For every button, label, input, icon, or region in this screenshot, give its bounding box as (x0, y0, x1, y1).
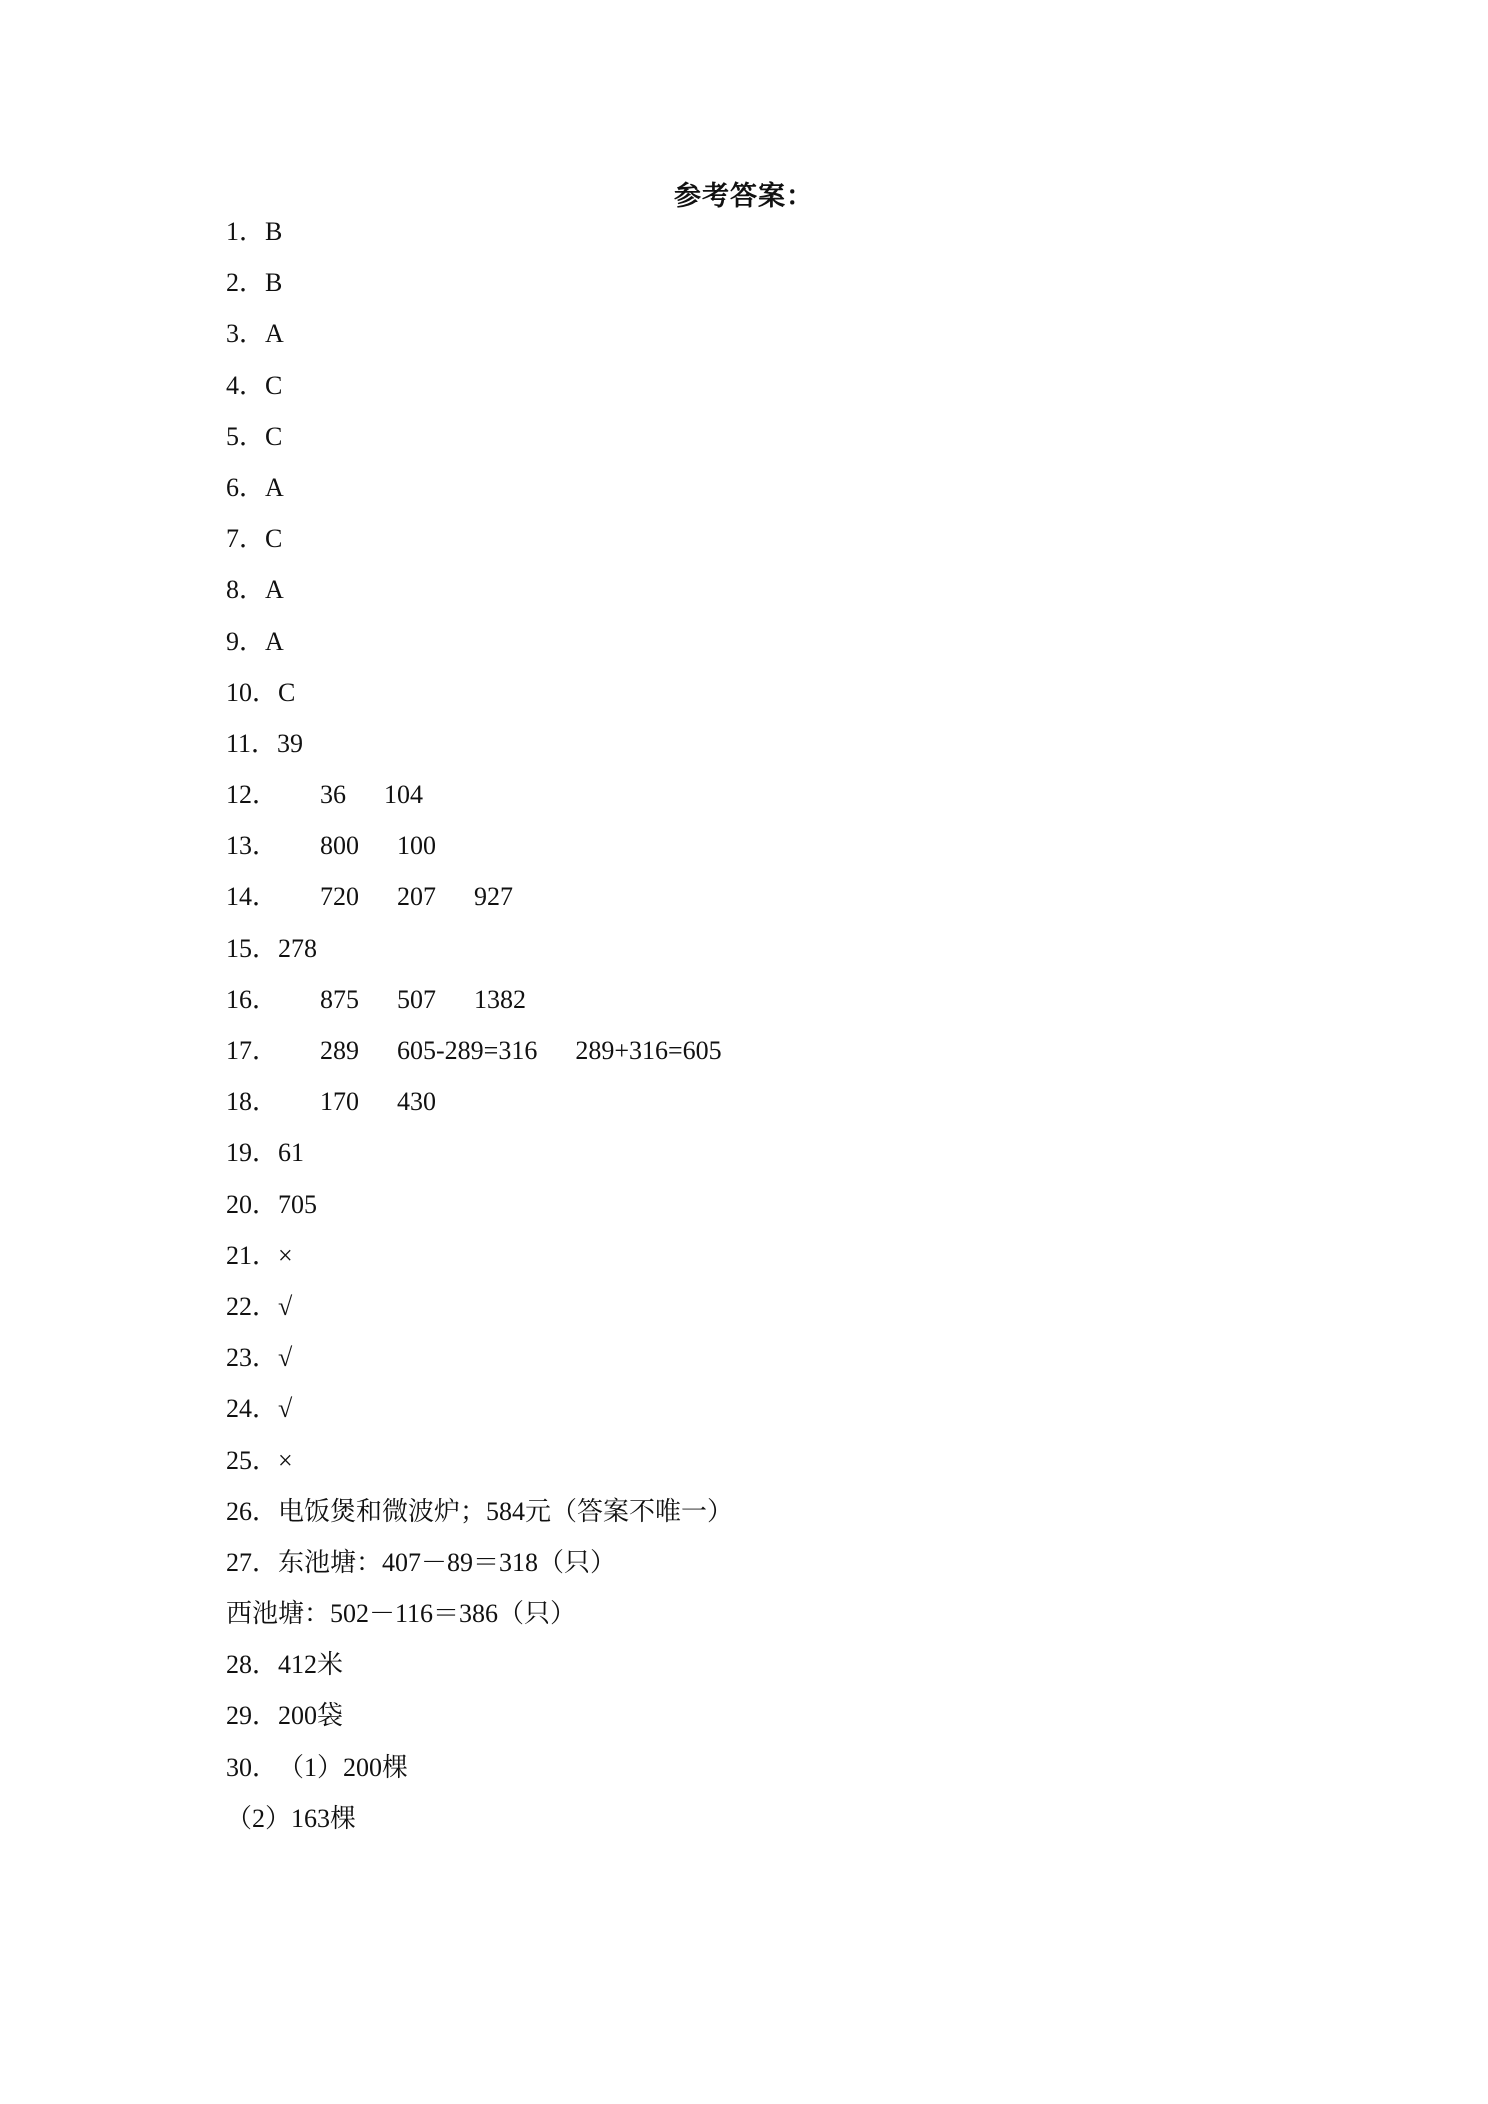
answer-value: 36 (320, 780, 347, 810)
answer-number: 7． (226, 524, 266, 554)
answer-value: 170 (320, 1087, 360, 1117)
answer-line (226, 1287, 1326, 1338)
answer-number: 24． (226, 1394, 279, 1424)
answer-line (226, 1082, 1326, 1133)
answer-number: 30． (226, 1752, 279, 1782)
answer-value: √ (278, 1394, 293, 1424)
answer-line (226, 1799, 1326, 1850)
answer-value: 1382 (474, 984, 527, 1014)
answer-value: A (265, 575, 284, 605)
answer-line (226, 212, 1326, 263)
answer-number: 25． (226, 1445, 279, 1475)
answer-value: 605-289=316 (397, 1036, 538, 1065)
answer-number: 3． (226, 319, 266, 349)
answer-value: 289+316=605 (575, 1036, 722, 1065)
answer-number: 13． (226, 831, 279, 861)
answer-line (226, 622, 1326, 673)
answer-value: × (278, 1240, 293, 1270)
answer-value: 61 (278, 1138, 305, 1168)
answer-value: 412米 (278, 1650, 344, 1680)
answer-line (226, 724, 1326, 775)
answer-number: 18． (226, 1087, 279, 1117)
answer-line (226, 1645, 1326, 1696)
answer-value: （1）200棵 (278, 1752, 409, 1782)
answer-line (226, 1594, 1326, 1645)
answer-value: 西池塘：502－116＝386（只） (226, 1599, 577, 1629)
answer-line (226, 1338, 1326, 1389)
answer-value: 800 (320, 831, 360, 861)
answer-value: 507 (397, 984, 437, 1014)
answer-number: 4． (226, 370, 266, 400)
answer-value: 电饭煲和微波炉；584元（答案不唯一） (278, 1496, 734, 1526)
answer-line (226, 366, 1326, 417)
answer-value: 东池塘：407－89＝318（只） (278, 1547, 617, 1577)
answer-line (226, 570, 1326, 621)
answer-line (226, 314, 1326, 365)
answer-value: 289 (320, 1036, 360, 1065)
answer-line (226, 1696, 1326, 1747)
answer-line (226, 1031, 1326, 1082)
answer-number: 1． (226, 217, 266, 246)
answer-value: B (265, 268, 283, 298)
answer-number: 17． (226, 1036, 279, 1065)
answer-number: 27． (226, 1547, 279, 1577)
answer-value: 705 (278, 1189, 318, 1219)
answer-line (226, 1492, 1326, 1543)
answer-number: 12． (226, 780, 279, 810)
answer-value: 200袋 (278, 1701, 344, 1731)
answer-value: 104 (384, 780, 424, 810)
answer-line (226, 263, 1326, 314)
answer-value: 39 (277, 728, 304, 758)
answer-line (226, 775, 1326, 826)
answer-value: A (265, 626, 284, 656)
answer-value: 278 (278, 933, 318, 963)
answer-line (226, 1441, 1326, 1492)
answer-line (226, 1133, 1326, 1184)
answer-line (226, 1748, 1326, 1799)
answer-number: 9． (226, 626, 266, 656)
answer-number: 16． (226, 984, 279, 1014)
answer-value: √ (278, 1291, 293, 1321)
answer-value: B (265, 217, 283, 246)
answer-number: 28． (226, 1650, 279, 1680)
answer-list (226, 212, 1326, 1850)
answer-value: 720 (320, 882, 360, 912)
answer-number: 26． (226, 1496, 279, 1526)
answer-value: （2）163棵 (226, 1803, 357, 1833)
answer-value: 100 (397, 831, 437, 861)
answer-value: √ (278, 1343, 293, 1373)
answer-number: 5． (226, 421, 266, 451)
answer-value: C (265, 421, 283, 451)
answer-number: 15． (226, 933, 279, 963)
answer-number: 22． (226, 1291, 279, 1321)
answer-line (226, 929, 1326, 980)
answer-line (226, 673, 1326, 724)
answer-number: 29． (226, 1701, 279, 1731)
answer-number: 10． (226, 677, 279, 707)
answer-number: 2． (226, 268, 266, 298)
answer-value: 875 (320, 984, 360, 1014)
answer-value: 207 (397, 882, 437, 912)
answer-line (226, 980, 1326, 1031)
answer-value: C (278, 677, 296, 707)
answer-line (226, 1236, 1326, 1287)
answer-line (226, 1543, 1326, 1594)
answer-value: C (265, 370, 283, 400)
answer-value: 430 (397, 1087, 437, 1117)
page-title: 参考答案： (674, 181, 814, 211)
answer-number: 19． (226, 1138, 279, 1168)
answer-line (226, 877, 1326, 928)
answer-value: A (265, 319, 284, 349)
answer-number: 21． (226, 1240, 279, 1270)
answer-number: 20． (226, 1189, 279, 1219)
answer-number: 6． (226, 472, 266, 502)
answer-line (226, 519, 1326, 570)
answer-number: 14． (226, 882, 279, 912)
answer-number: 23． (226, 1343, 279, 1373)
answer-number: 11． (226, 728, 278, 758)
answer-value: A (265, 472, 284, 502)
answer-number: 8． (226, 575, 266, 605)
answer-value: 927 (474, 882, 514, 912)
answer-value: × (278, 1445, 293, 1475)
answer-line (226, 468, 1326, 519)
answer-line (226, 1389, 1326, 1440)
answer-line (226, 1185, 1326, 1236)
answer-line (226, 826, 1326, 877)
answer-line (226, 417, 1326, 468)
answer-value: C (265, 524, 283, 554)
